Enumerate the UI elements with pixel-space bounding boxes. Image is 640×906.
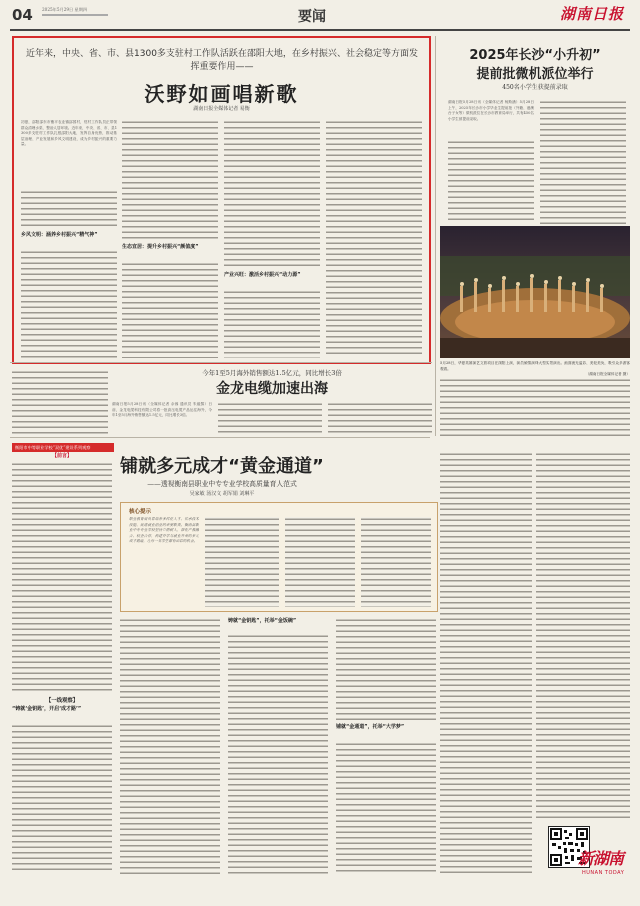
preface-label: 【前言】 [52, 453, 73, 459]
main-col-1b-text [21, 250, 117, 358]
voc-col-3-text [228, 634, 328, 874]
cable-kicker: 今年1至5月海外销售额达1.5亿元，同比增长3倍 [202, 369, 342, 377]
voc-col-2-text [120, 618, 220, 874]
xsc-story [440, 44, 630, 224]
right-brief-text [440, 378, 630, 436]
vocational-story [12, 452, 630, 877]
cable-body: 湖南日报5月28日讯（全媒体记者 余蓉 通讯员 朱毅黎）日前，金龙电缆科技有限公司将一批高压电缆产品运往海外，今年1至5月海外销售额达1.5亿元，同比增长3倍。 [112, 402, 212, 418]
voc-subtitle: ——透视衡南县职业中专专业学校高质量育人范式 [147, 480, 297, 488]
voc-col-6-text [536, 452, 630, 822]
preface-box [12, 453, 112, 692]
voc-col-4a-text [336, 618, 436, 722]
xsc-col-2-text [540, 100, 626, 224]
main-col-2b-text [122, 262, 218, 358]
core-hint-box [120, 502, 438, 612]
left-brief-text [12, 370, 108, 436]
masthead [0, 0, 640, 34]
main-story [12, 36, 431, 364]
main-col-3-text [224, 120, 320, 270]
voc-subhead-3: 铸就“金钥匙”，托举“金饭碗” [228, 618, 297, 624]
core-hint-col-2 [205, 517, 279, 607]
main-subhead-3: 产业兴旺：激活乡村振兴“动力源” [224, 272, 301, 278]
main-col-1: 初夏，邵阳邵东市衡平农业镇邵园村，驻村工作队员正带领群众清理水渠、整治人居环境。近年来，中央、省、市、县1300多支驻村工作队扎根邵阳大地，发挥自身优势，推动基层治理、产业发展和乡风文明建设，成为乡村振兴的重要力量。 [21, 120, 117, 147]
cable-col-2-text [218, 402, 322, 436]
voc-col-1-text [12, 724, 112, 874]
xsc-body: 湖南日报5月28日讯（全媒体记者 杨斯涵）5月28日上午，2025年长沙市小学毕业生提前批（外籍、港澳台子女等）微机派位在长沙市教育局举行，共有450名小学生被提前录取。 [448, 100, 534, 121]
main-byline: 湖南日报全媒体记者 易衡 [193, 106, 250, 112]
voc-subhead-4: 铺就“金通道”，托举“大学梦” [336, 724, 405, 730]
page-number: 04 [12, 6, 33, 24]
core-hint-text: 职业教育肩负着培养多样化人才、传承技术技能、促进就业创业的重要职责。衡南县职业中专专业学校坚持立德树人，深化产教融合、校企合作，构建升学与就业并重的多元成才通道，让每一名学生都有出彩的机会。 [129, 517, 199, 544]
voc-col-5-text [440, 452, 532, 874]
brand-logo: 湖南日报 [560, 5, 625, 23]
photo-credit: （湖南日报全媒体记者 摄） [585, 372, 630, 377]
core-hint-col-3 [285, 517, 355, 607]
main-subhead-2: 生态宜居：提升乡村振兴“颜值度” [122, 244, 199, 250]
section-title: 要闻 [298, 9, 326, 25]
xsc-headline-2: 提前批微机派位举行 [476, 67, 594, 82]
masthead-rule [10, 29, 630, 31]
section-rule [10, 362, 432, 363]
voc-subhead-2: “铸就‘金钥匙’，开启‘成才路’” [12, 706, 82, 712]
main-col-3b-text [224, 290, 320, 358]
cable-headline: 金龙电缆加速出海 [216, 381, 328, 397]
performance-photo-svg [440, 226, 630, 358]
voc-byline: 吴家敏 汤汉文 胡军娟 刘琳平 [189, 491, 255, 497]
photo-caption-text: 5月28日，华夏英雄演艺文旅项目在浏阳上演，演员倾情演绎大型实景演出。画面流光溢彩、美轮美奂，吸引众多游客观看。 [440, 361, 630, 371]
core-hint-label: 核心提示 [129, 509, 152, 515]
footer-brand-cn: 新湖南 [578, 849, 624, 868]
xsc-headline: 2025年长沙“小升初” [469, 48, 601, 63]
footer-brand [578, 846, 636, 898]
main-subhead-1: 乡风文明：涵养乡村振兴“精气神” [21, 232, 98, 238]
core-hint-col-4 [361, 517, 431, 607]
date-line-2 [42, 14, 108, 16]
photo-caption [440, 361, 630, 377]
left-brief-rule [10, 437, 430, 438]
date-line: 2025年5月29日 星期四 [42, 7, 88, 12]
voc-subhead-1: 【一线观察】 [45, 698, 79, 704]
main-kicker: 近年来，中央、省、市、县1300多支驻村工作队活跃在邵阳大地，在乡村振兴、社会稳定等方面发挥重要作用—— [26, 49, 418, 72]
main-col-1-text [21, 190, 117, 230]
voc-headline: 铺就多元成才“黄金通道” [120, 456, 324, 477]
xsc-col-1-text [448, 140, 534, 224]
voc-col-4b-text [336, 742, 436, 874]
series-label-text: 衡阳市中等职业学校“双优”建设系列观察 [15, 445, 91, 450]
series-label [12, 443, 114, 452]
cable-col-3-text [328, 402, 432, 436]
main-col-2-text [122, 120, 218, 242]
footer-brand-en: HUNAN TODAY [582, 870, 625, 876]
performance-photo [440, 226, 630, 358]
main-col-4-text [326, 120, 422, 358]
column-rule-1 [435, 36, 436, 436]
xsc-sub: 450名小学生获提前录取 [502, 84, 568, 91]
preface-text [12, 462, 112, 692]
main-headline: 沃野如画唱新歌 [144, 82, 299, 106]
cable-story [112, 364, 432, 436]
